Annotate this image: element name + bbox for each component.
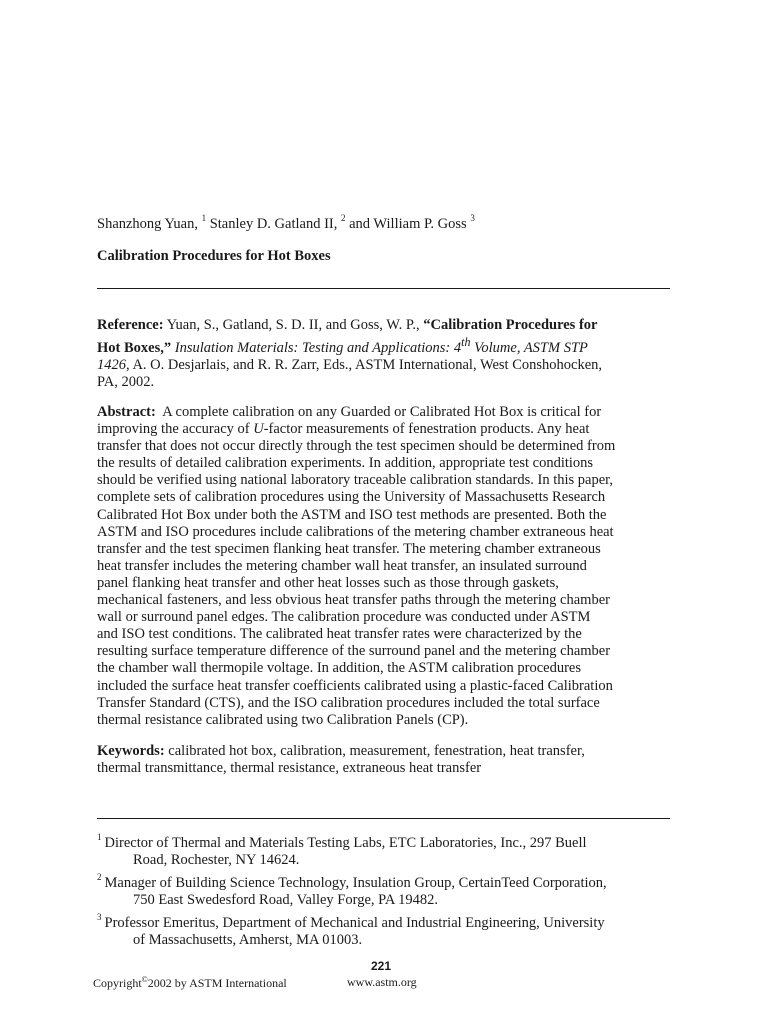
abstract-line: should be verified using national laboratory traceable calibration standards. In this paper, <box>97 472 614 489</box>
abstract-line: panel flanking heat transfer and other heat losses such as those through gaskets, <box>97 574 559 591</box>
copyright-text: 2002 by ASTM International <box>147 976 287 990</box>
footnote-text-continued: of Massachusetts, Amherst, MA 01003. <box>133 931 363 948</box>
reference-year: PA, 2002. <box>97 374 155 391</box>
abstract-line: the chamber wall thermopile voltage. In addition, the ASTM calibration procedures <box>97 660 581 677</box>
abstract-line: ASTM and ISO procedures include calibrations of the metering chamber extraneous heat <box>97 523 614 540</box>
footnote-text: Director of Thermal and Materials Testing Labs, ETC Laboratories, Inc., 297 Buell <box>104 834 587 851</box>
abstract-line: complete sets of calibration procedures using the University of Massachusetts Research <box>97 489 606 506</box>
footnotes <box>97 830 677 949</box>
keywords-line: thermal transmittance, thermal resistance, extraneous heat transfer <box>97 760 482 777</box>
abstract-line: resulting surface temperature difference of the surround panel and the metering chamber <box>97 643 611 660</box>
footnote-text-continued: 750 East Swedesford Road, Valley Forge, PA 19482. <box>133 892 439 909</box>
abstract-line: -factor measurements of fenestration products. Any heat <box>263 421 590 438</box>
footnote-number: 2 <box>97 871 102 882</box>
footnote-2 <box>97 870 677 910</box>
author-3: and William P. Goss <box>349 215 467 232</box>
footnote-divider <box>97 818 670 819</box>
footnote-text: Professor Emeritus, Department of Mechanical and Industrial Engineering, University <box>104 914 605 931</box>
abstract-line: Transfer Standard (CTS), and the ISO calibration procedures included the total surface <box>97 694 600 711</box>
abstract-block <box>97 404 672 729</box>
paper-title: Calibration Procedures for Hot Boxes <box>97 248 331 264</box>
abstract-line: and ISO test conditions. The calibrated heat transfer rates were characterized by the <box>97 626 582 643</box>
reference-block <box>97 317 672 391</box>
author-line <box>97 210 677 233</box>
copyright-notice <box>93 975 287 991</box>
copyright-symbol: © <box>141 975 148 984</box>
title-divider <box>97 288 670 289</box>
author-1-footnote-mark: 1 <box>201 213 207 223</box>
abstract-line: Calibrated Hot Box under both the ASTM and ISO test methods are presented. Both the <box>97 506 607 523</box>
abstract-u-symbol: U <box>253 421 264 438</box>
footnote-text: Manager of Building Science Technology, Insulation Group, CertainTeed Corporation, <box>104 874 607 891</box>
abstract-line: transfer and the test specimen flanking heat transfer. The metering chamber extraneous <box>97 540 601 557</box>
reference-journal-ordinal: th <box>461 335 471 350</box>
reference-title-part-1: “Calibration Procedures for <box>423 317 598 333</box>
keywords-label: Keywords: <box>97 743 165 759</box>
reference-title-part-2: Hot Boxes,” <box>97 339 172 356</box>
author-3-footnote-mark: 3 <box>470 213 475 223</box>
footnote-number: 1 <box>97 832 102 842</box>
reference-journal: Insulation Materials: Testing and Applications: 4 <box>174 339 462 356</box>
abstract-label: Abstract: <box>97 404 156 420</box>
abstract-line: included the surface heat transfer coefficients calibrated using a plastic-faced Calibration <box>97 677 613 694</box>
footnote-number: 3 <box>97 911 102 922</box>
author-1: Shanzhong Yuan, <box>97 215 198 232</box>
author-2-footnote-mark: 2 <box>340 213 346 223</box>
abstract-line: thermal resistance calibrated using two Calibration Panels (CP). <box>97 711 469 728</box>
footnote-3 <box>97 910 677 950</box>
publisher-website: www.astm.org <box>347 975 417 989</box>
abstract-line: mechanical fasteners, and less obvious heat transfer paths through the metering chamber <box>97 592 610 609</box>
keywords-line: calibrated hot box, calibration, measurement, fenestration, heat transfer, <box>168 743 585 759</box>
keywords-block <box>97 743 672 777</box>
page-number: 221 <box>371 959 392 973</box>
abstract-line: improving the accuracy of <box>97 421 250 438</box>
footnote-text-continued: Road, Rochester, NY 14624. <box>133 852 300 869</box>
reference-stp-number: 1426 <box>97 357 126 374</box>
copyright-text: Copyright <box>93 976 142 990</box>
abstract-line: wall or surround panel edges. The calibration procedure was conducted under ASTM <box>97 609 591 626</box>
reference-editors: , A. O. Desjarlais, and R. R. Zarr, Eds., ASTM International, West Conshohocken, <box>126 357 603 374</box>
footnote-1 <box>97 830 677 870</box>
author-2: Stanley D. Gatland II, <box>209 215 338 232</box>
reference-label: Reference: <box>97 317 164 333</box>
reference-authors: Yuan, S., Gatland, S. D. II, and Goss, W. P., <box>166 317 420 333</box>
abstract-line: the results of detailed calibration experiments. In addition, appropriate test conditions <box>97 455 594 472</box>
abstract-line: heat transfer includes the metering chamber wall heat transfer, an insulated surround <box>97 557 587 574</box>
reference-journal-volume: Volume, ASTM STP <box>474 339 588 356</box>
abstract-line: A complete calibration on any Guarded or Calibrated Hot Box is critical for <box>162 404 602 420</box>
abstract-line: transfer that does not occur directly through the test specimen should be determined from <box>97 438 616 455</box>
